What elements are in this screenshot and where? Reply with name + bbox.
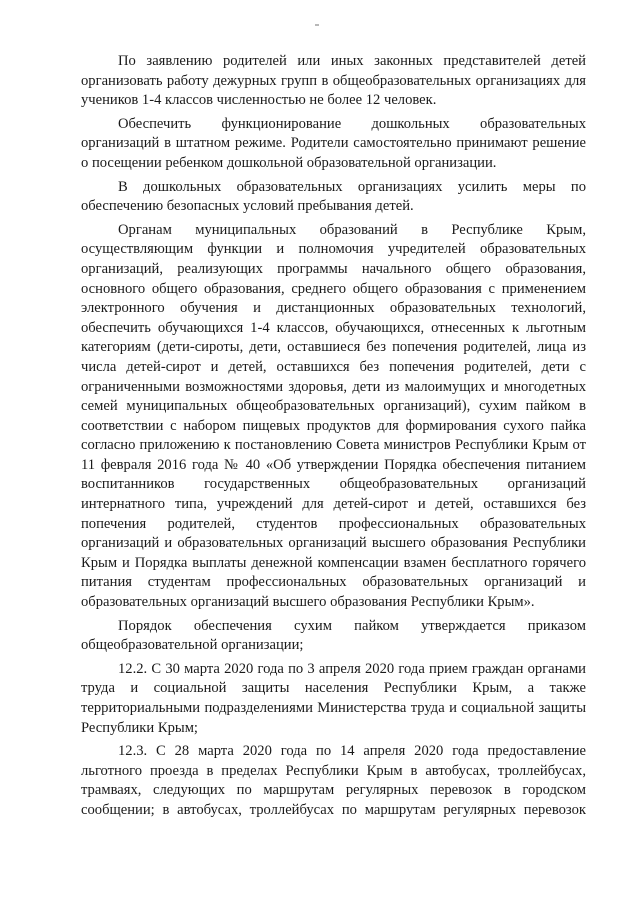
scan-mark <box>315 24 319 26</box>
paragraph-dry-rations: Органам муниципальных образований в Республике Крым, осуществляющим функции и полномочия учредителей образовательных организаций, реализующих программы начального общего образования, основного общего образования, среднего общего образования с применением электронного обучения и дистанционных образовательных технологий, обеспечить обучающихся 1-4 классов, обучающихся, отнесенных к льготным категориям (дети-сироты, дети, оставшиеся без попечения родителей, лица из числа детей-сирот и детей, оставшихся без попечения родителей, дети с ограниченными возможностями здоровья, дети из малоимущих и многодетных семей муниципальных общеобразовательных организаций), сухим пайком в соответствии с набором пищевых продуктов для формирования сухого пайка согласно приложению к постановлению Совета министров Республики Крым от 11 февраля 2016 года № 40 «Об утверждении Порядка обеспечения питанием воспитанников государственных общеобразовательных организаций интернатного типа, учреждений для детей-сирот и детей, оставшихся без попечения родителей, студентов профессиональных образовательных организаций и образовательных организаций высшего образования Республики Крым и Порядка выплаты денежной компенсации взамен бесплатного горячего питания студентам профессиональных образовательных организаций и образовательных организаций высшего образования Республики Крым». <box>81 221 586 611</box>
paragraph-12-3: 12.3. С 28 марта 2020 года по 14 апреля 2020 года предоставление льготного проезда в пределах Республики Крым в автобусах, троллейбусах, трамваях, следующих по маршрутам регулярных перевозок в городском сообщении; в автобусах, троллейбусах по маршрутам регулярных перевозок <box>81 743 586 818</box>
paragraph-12-2: 12.2. С 30 марта 2020 года по 3 апреля 2020 года прием граждан органами труда и социальной защиты населения Республики Крым, а также территориальными подразделениями Министерства труда и социальной защиты Республики Крым; <box>81 660 586 736</box>
paragraph-preschool-safety: В дошкольных образовательных организациях усилить меры по обеспечению безопасных условий пребывания детей. <box>81 178 586 215</box>
paragraph-duty-groups: По заявлению родителей или иных законных представителей детей организовать работу дежурных групп в общеобразовательных организациях для учеников 1-4 классов численностью не более 12 человек. <box>81 53 586 109</box>
paragraph-preschool-operation: Обеспечить функционирование дошкольных образовательных организаций в штатном режиме. Родители самостоятельно принимают решение о посещении ребенком дошкольной образовательной организации. <box>81 115 586 171</box>
paragraph-dry-ration-order: Порядок обеспечения сухим пайком утверждается приказом общеобразовательной организации; <box>81 617 586 654</box>
document-body <box>81 52 586 821</box>
